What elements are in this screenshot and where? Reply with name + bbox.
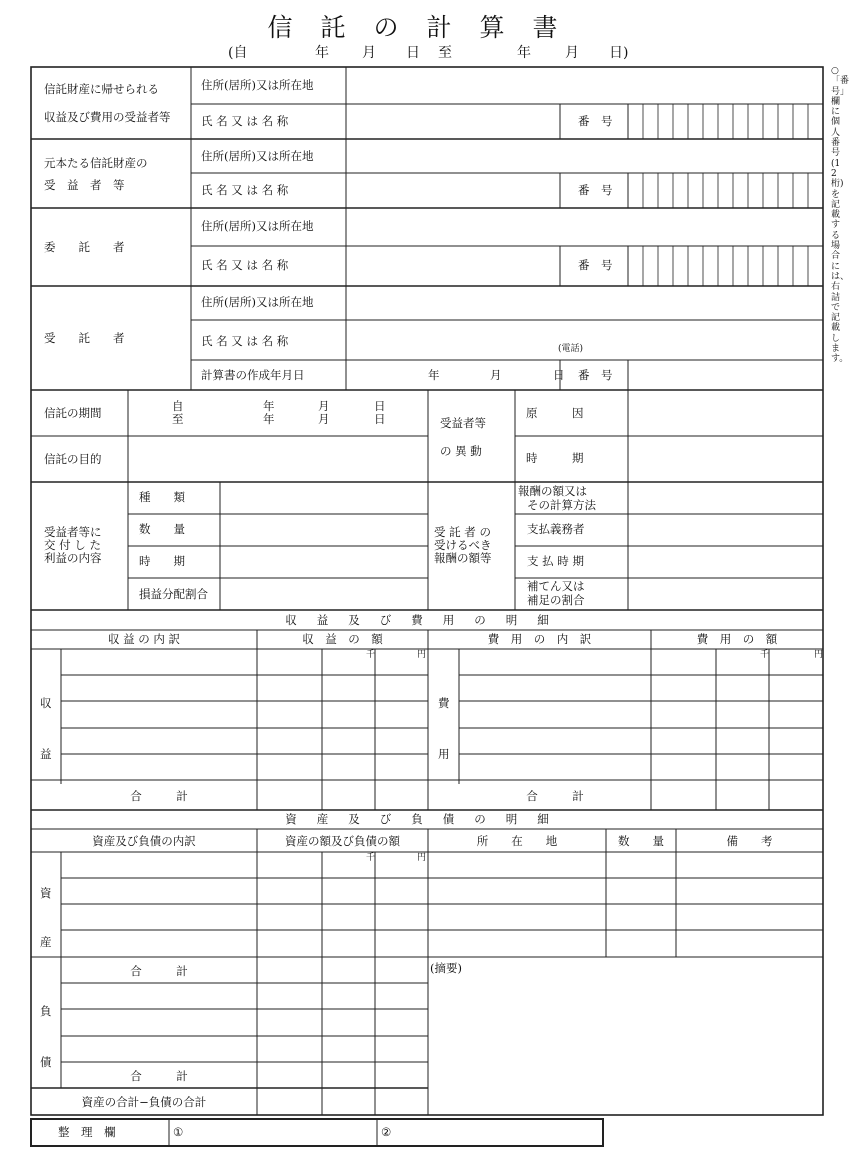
trust-from-year: 年 — [263, 399, 275, 413]
reward-calc-label-2: その計算方法 — [527, 498, 596, 512]
number-label: 番 号 — [578, 114, 613, 128]
income-amount-header: 収 益 の 額 — [302, 632, 383, 646]
trust-purpose-label: 信託の目的 — [44, 452, 102, 466]
expense-side-label-2: 用 — [438, 747, 450, 761]
trust-period-label: 信託の期間 — [44, 406, 102, 420]
quantity-label: 数 量 — [139, 522, 185, 536]
phone-label: (電話) — [558, 344, 584, 354]
expense-breakdown-header: 費 用 の 内 訳 — [487, 632, 592, 646]
created-month: 月 — [490, 368, 502, 382]
created-date-label: 計算書の作成年月日 — [201, 368, 305, 382]
benefit-content-label-1: 受益者等に — [44, 525, 102, 539]
income-expense-heading: 収益及び費用の明細 — [285, 613, 569, 627]
expense-amount-header: 費 用 の 額 — [696, 632, 778, 646]
asset-side-label-1: 資 — [40, 886, 52, 900]
compensation-label-2: 補足の割合 — [527, 593, 585, 607]
asset-total-label: 合 計 — [130, 964, 188, 978]
compensation-label-1: 補てん又は — [527, 579, 585, 593]
created-day: 日 — [553, 368, 565, 382]
income-breakdown-header: 収 益 の 内 訳 — [107, 632, 181, 646]
address-label: 住所(居所)又は所在地 — [201, 219, 314, 233]
period-to: 至 — [438, 45, 452, 61]
kind-label: 種 類 — [139, 490, 185, 504]
net-assets-label: 資産の合計−負債の合計 — [81, 1095, 207, 1109]
trust-from-month: 月 — [318, 399, 330, 413]
name-label: 氏 名 又 は 名 称 — [201, 258, 289, 272]
number-label: 番 号 — [578, 368, 613, 382]
benefit-content-label-2: 交 付 し た — [44, 538, 101, 552]
asset-side-label-2: 産 — [40, 935, 52, 949]
period-month2: 月 — [565, 45, 579, 61]
address-label: 住所(居所)又は所在地 — [201, 149, 314, 163]
beneficiary-principal-label-1: 元本たる信託財産の — [44, 156, 148, 170]
asset-breakdown-header: 資産及び負債の内訳 — [92, 834, 196, 848]
settlor-label: 委 託 者 — [44, 240, 125, 254]
trust-period-from: 自 — [172, 399, 184, 413]
yen-unit: 円 — [814, 650, 824, 660]
thousand-unit: 千 — [760, 650, 770, 660]
thousand-unit: 千 — [366, 853, 376, 863]
period-year1: 年 — [315, 45, 329, 61]
asset-amount-header: 資産の額及び負債の額 — [285, 834, 400, 848]
period-open: (自 — [228, 45, 248, 61]
ratio-label: 損益分配割合 — [139, 587, 208, 601]
trust-to-year: 年 — [263, 412, 275, 426]
income-side-label-2: 益 — [40, 747, 52, 761]
admin-label: 整 理 欄 — [58, 1125, 116, 1139]
number-label: 番 号 — [578, 183, 613, 197]
location-header: 所 在 地 — [476, 834, 558, 848]
liability-side-label-1: 負 — [40, 1004, 52, 1018]
yen-unit: 円 — [417, 853, 427, 863]
cause-label: 原 因 — [526, 406, 584, 420]
beneficiary-change-label-2: の 異 動 — [440, 444, 482, 458]
timing-label: 時 期 — [526, 451, 584, 465]
beneficiary-income-label-2: 収益及び費用の受益者等 — [44, 110, 171, 124]
period-day1: 日 — [406, 45, 420, 61]
side-note: ○「番号」欄に個人番号(12桁)を記載する場合には、右詰で記載します。 — [831, 66, 850, 365]
created-year: 年 — [428, 368, 440, 382]
pay-time-label: 支 払 時 期 — [527, 554, 584, 568]
address-label: 住所(居所)又は所在地 — [201, 78, 314, 92]
name-label: 氏 名 又 は 名 称 — [201, 183, 289, 197]
expense-total-label: 合 計 — [526, 789, 584, 803]
yen-unit: 円 — [417, 650, 427, 660]
time-label: 時 期 — [139, 554, 185, 568]
reward-label-1: 受 託 者 の — [434, 525, 491, 539]
trust-period-to: 至 — [172, 412, 184, 426]
admin-circle-1: ① — [173, 1125, 184, 1139]
thousand-unit: 千 — [366, 650, 376, 660]
form-title: 信託の計算書 — [267, 13, 586, 42]
name-label: 氏 名 又 は 名 称 — [201, 334, 289, 348]
income-side-label-1: 収 — [40, 696, 52, 710]
beneficiary-income-label-1: 信託財産に帰せられる — [44, 82, 159, 96]
expense-side-label-1: 費 — [438, 696, 450, 710]
assets-heading: 資産及び負債の明細 — [285, 812, 569, 826]
trustee-label: 受 託 者 — [44, 331, 125, 345]
beneficiary-change-label-1: 受益者等 — [440, 416, 486, 430]
period-year2: 年 — [517, 45, 531, 61]
reward-label-2: 受けるべき — [434, 538, 492, 552]
trust-to-month: 月 — [318, 412, 330, 426]
liability-total-label: 合 計 — [130, 1069, 188, 1083]
number-label: 番 号 — [578, 258, 613, 272]
address-label: 住所(居所)又は所在地 — [201, 295, 314, 309]
period-close: 日) — [609, 45, 629, 61]
reward-label-3: 報酬の額等 — [434, 551, 492, 565]
summary-label: (摘要) — [430, 961, 462, 975]
admin-circle-2: ② — [381, 1125, 392, 1139]
payer-label: 支払義務者 — [527, 522, 585, 536]
income-total-label: 合 計 — [130, 789, 188, 803]
trust-to-day: 日 — [374, 412, 386, 426]
benefit-content-label-3: 利益の内容 — [44, 551, 102, 565]
remarks-header: 備 考 — [726, 834, 773, 848]
name-label: 氏 名 又 は 名 称 — [201, 114, 289, 128]
quantity-header: 数 量 — [618, 834, 664, 848]
period-month1: 月 — [362, 45, 376, 61]
trust-from-day: 日 — [374, 399, 386, 413]
beneficiary-principal-label-2: 受 益 者 等 — [44, 178, 125, 192]
liability-side-label-2: 債 — [40, 1055, 52, 1069]
reward-calc-label-1: 報酬の額又は — [518, 484, 587, 498]
